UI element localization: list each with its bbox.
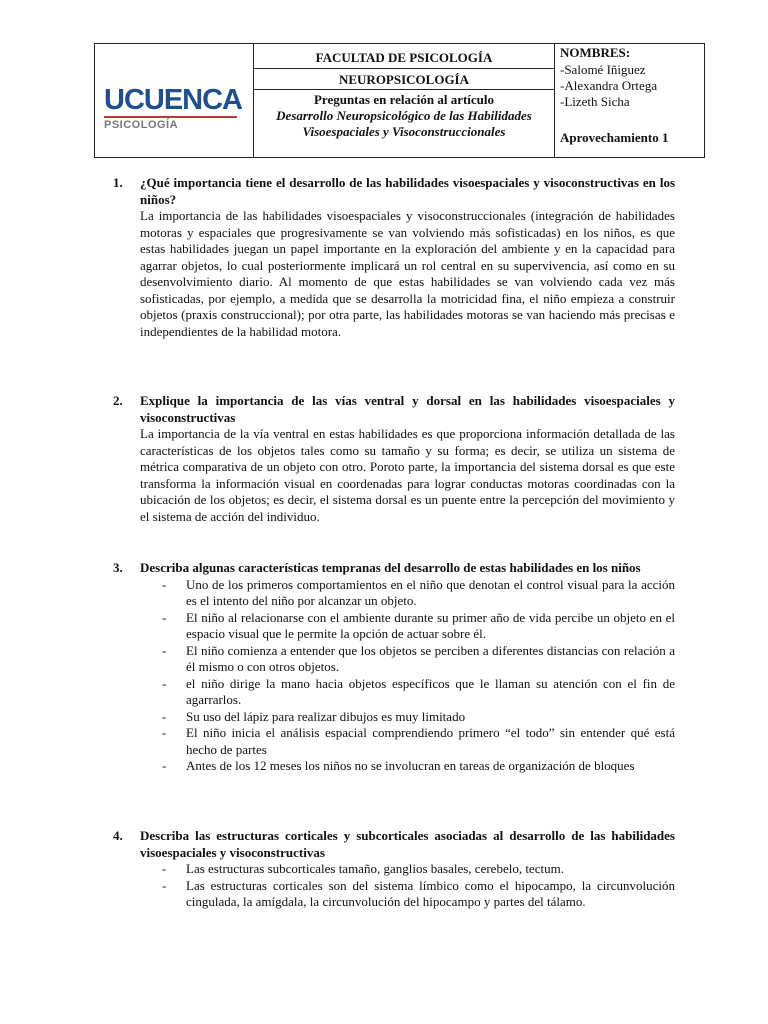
question-number: 1. — [113, 175, 123, 190]
list-item — [140, 709, 675, 726]
bullet-dash: - — [162, 576, 167, 592]
bullet-text: El niño comienza a entender que los objetos se perciben a diferentes distancias con relación a él mismo o con otros objetos. — [186, 642, 675, 674]
question-2 — [113, 393, 675, 525]
list-item — [140, 861, 675, 878]
bullet-dash: - — [162, 708, 167, 724]
faculty-title: FACULTAD DE PSICOLOGÍA — [254, 44, 554, 69]
logo-cell — [95, 44, 254, 157]
question-1 — [113, 175, 675, 340]
assessment-label: Aprovechamiento 1 — [560, 130, 669, 145]
questions-lead: Preguntas en relación al artículo — [313, 92, 495, 107]
bullet-text: Uno de los primeros comportamientos en el niño que denotan el control visual para la acción es el intento del niño por alcanzar un objeto. — [186, 576, 675, 608]
bullet-dash: - — [162, 725, 167, 740]
list-item — [140, 610, 675, 643]
logo-subtitle: PSICOLOGÍA — [104, 119, 179, 131]
bullet-dash: - — [162, 758, 167, 773]
bullet-text: El niño inicia el análisis espacial comprendiendo primero “el todo” sin entender qué está hecho de partes — [186, 725, 675, 757]
student-name: -Lizeth Sicha — [560, 94, 630, 109]
header-table — [94, 43, 705, 158]
bullet-dash: - — [162, 877, 167, 893]
answer-text: La importancia de las habilidades visoespaciales y visoconstruccionales (integración de habilidades motoras y espaciales que progresivamente se van volviendo más sofisticadas) en los niños, es que estas habilidades juegan un papel importante en la exploración del ambiente y en la capacidad para agarrar objetos, lo cual posteriormente implicará un rol central en su supervivencia, así como en su desenvolvimiento diario. Al momento de que estas habilidades se van volviendo cada vez más sofisticadas, por ejemplo, a medida que se desarrolla la motricidad fina, el niño empieza a construir objetos (praxis construccional); por otra parte, las habilidades motoras se van haciendo más precisas e independientes de la habilidad motora. — [140, 208, 675, 339]
names-label: NOMBRES: — [560, 45, 631, 60]
bullet-dash: - — [162, 861, 167, 876]
course-info-cell — [254, 44, 555, 157]
question-number: 2. — [113, 393, 123, 408]
bullet-text: Las estructuras corticales son del sistema límbico como el hipocampo, la circunvolución cingulada, la amígdala, la circunvolución del hipocampo y partes del tálamo. — [186, 877, 675, 909]
question-4 — [113, 828, 675, 911]
question-3 — [113, 560, 675, 775]
question-text: Describa algunas características tempranas del desarrollo de estas habilidades en los niños — [140, 560, 641, 575]
question-text: Explique la importancia de las vías ventral y dorsal en las habilidades visoespaciales y visoconstructivas — [140, 393, 675, 425]
names-cell — [555, 44, 704, 157]
bullet-text: Su uso del lápiz para realizar dibujos es muy limitado — [186, 708, 466, 724]
question-number: 4. — [113, 828, 123, 843]
list-item — [140, 725, 675, 758]
answer-text: La importancia de la vía ventral en estas habilidades es que proporciona información detallada de las características de los objetos tales como su tamaño y su forma; es decir, se utiliza un sistema de métrica comparativa de un objeto con otro. Poroto parte, la importancia del sistema dorsal es que este transforma la información visual en coordenadas para lograr conductas motoras coordinadas con la ubicación de los objetos; es decir, el sistema dorsal es un puente entre la percepción del movimiento y el sistema de acción del individuo. — [140, 426, 675, 524]
list-item — [140, 758, 675, 775]
question-text: Describa las estructuras corticales y subcorticales asociadas al desarrollo de las habilidades visoespaciales y visoconstructivas — [140, 828, 675, 860]
student-name: -Alexandra Ortega — [560, 78, 658, 93]
article-info — [254, 90, 554, 157]
list-item — [140, 643, 675, 676]
bullet-text: Antes de los 12 meses los niños no se involucran en tareas de organización de bloques — [186, 758, 635, 773]
logo-wordmark: UCUENCA — [104, 84, 242, 116]
question-number: 3. — [113, 560, 123, 575]
question-text: ¿Qué importancia tiene el desarrollo de las habilidades visoespaciales y visoconstructivas en los niños? — [140, 175, 675, 207]
list-item — [140, 577, 675, 610]
university-logo — [104, 85, 242, 131]
subject-title: NEUROPSICOLOGÍA — [254, 69, 554, 90]
bullet-dash: - — [162, 642, 167, 658]
bullet-dash: - — [162, 609, 167, 625]
logo-underline — [104, 116, 237, 118]
student-name: -Salomé Iñiguez — [560, 62, 646, 77]
list-item — [140, 676, 675, 709]
answer-bullet-list — [140, 861, 675, 911]
answer-bullet-list — [140, 577, 675, 775]
list-item — [140, 878, 675, 911]
bullet-dash: - — [162, 675, 167, 691]
article-title: Desarrollo Neuropsicológico de las Habilidades Visoespaciales y Visoconstruccionales — [276, 108, 532, 139]
bullet-text: Las estructuras subcorticales tamaño, ganglios basales, cerebelo, tectum. — [186, 861, 564, 876]
bullet-text: el niño dirige la mano hacia objetos específicos que le llaman su atención con el fin de agarrarlos. — [186, 675, 675, 707]
bullet-text: El niño al relacionarse con el ambiente durante su primer año de vida percibe un objeto en el espacio visual que le permite la opción de actuar sobre él. — [186, 609, 675, 641]
